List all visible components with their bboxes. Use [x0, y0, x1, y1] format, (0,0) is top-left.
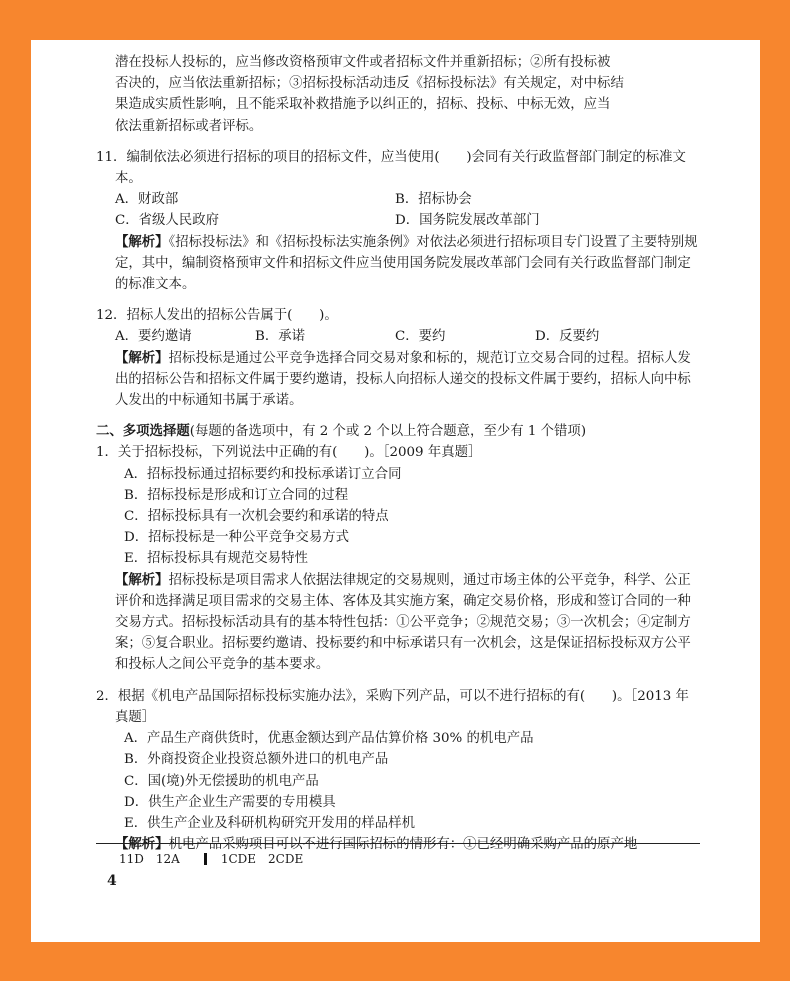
- options-row: [96, 326, 700, 347]
- section-title: 二、多项选择题: [96, 423, 190, 440]
- options-row: [96, 189, 700, 210]
- question-stem: 编制依法必须进行招标的项目的招标文件，应当使用( )会同有关行政监督部门制定的标准文本。: [115, 149, 686, 187]
- answer-key: [119, 852, 315, 866]
- option-b: B．招标投标是形成和订立合同的过程: [124, 487, 349, 503]
- page-number: 4: [107, 873, 117, 889]
- question-number: 12．: [96, 308, 127, 324]
- question-stem: 招标人发出的招标公告属于( )。: [126, 308, 338, 324]
- question-number: 11．: [96, 149, 127, 165]
- question-stem: 根据《机电产品国际招标投标实施办法》，采购下列产品，可以不进行招标的有( )。［2013 年真题］: [115, 688, 689, 725]
- options-row: [96, 210, 700, 231]
- question-number: 1．: [96, 445, 118, 461]
- option-d: D．反要约: [535, 329, 600, 345]
- analysis-tag: 【解析】: [115, 233, 169, 250]
- question-11: [96, 147, 700, 189]
- option-d: D．国务院发展改革部门: [395, 213, 540, 229]
- intro-line: 潜在投标人投标的，应当修改资格预审文件或者招标文件并重新招标；②所有投标被: [115, 55, 611, 70]
- question-m1: [96, 442, 700, 463]
- question-stem: 关于招标投标，下列说法中正确的有( )。［2009 年真题］: [117, 445, 482, 461]
- analysis-text: 《招标投标法》和《招标投标法实施条例》对依法必须进行招标项目专门设置了主要特别规定，其中，编制资格预审文件和招标文件应当使用国务院发展改革部门会同有关行政监督部门制定的标准文本。: [115, 234, 698, 293]
- analysis-tag: 【解析】: [115, 836, 169, 853]
- analysis-tag: 【解析】: [115, 571, 169, 588]
- option-e: E．招标投标具有规范交易特性: [124, 551, 308, 567]
- option-a: A．招标投标通过招标要约和投标承诺订立合同: [124, 466, 402, 482]
- option-a: A．要约邀请: [115, 329, 192, 345]
- answer-single: 12A: [155, 852, 180, 866]
- section-heading: [96, 421, 700, 442]
- question-number: 2．: [96, 688, 118, 704]
- option-c: C．省级人民政府: [115, 213, 219, 229]
- intro-line: 果造成实质性影响，且不能采取补救措施予以纠正的，招标、投标、中标无效，应当: [115, 97, 611, 113]
- analysis-text: 机电产品采购项目可以不进行国际招标的情形有：①已经明确采购产品的原产地: [168, 837, 638, 853]
- analysis-text: 招标投标是通过公平竞争选择合同交易对象和标的，规范订立交易合同的过程。招标人发出的招标公告和招标文件属于要约邀请，投标人向招标人递交的投标文件属于要约，招标人向中标人发出的中标通知书属于承诺。: [115, 350, 691, 409]
- option-a: A．财政部: [115, 192, 179, 208]
- options-list: [96, 464, 700, 570]
- analysis: [96, 232, 700, 296]
- option-c: C．招标投标具有一次机会要约和承诺的特点: [124, 509, 389, 525]
- question-12: [96, 305, 700, 326]
- option-d: D．供生产企业生产需要的专用模具: [124, 794, 336, 810]
- analysis-text: 招标投标是项目需求人依据法律规定的交易规则，通过市场主体的公平竞争，科学、公正评价和选择满足项目需求的交易主体、客体及其实施方案，确定交易价格，形成和签订合同的一种交易方式。招标投标活动具有的基本特性包括：①公平竞争；②规范交易；③一次机会；④定制方案；⑤复合职业。招标要约邀请、投标要约和中标承诺只有一次机会，这是保证招标投标双方公平和投标人之间公平竞争的基本要求。: [115, 572, 691, 673]
- analysis-tag: 【解析】: [115, 349, 169, 366]
- analysis: [96, 570, 700, 676]
- option-b: B．承诺: [255, 329, 306, 345]
- options-list: [96, 728, 700, 834]
- option-c: C．要约: [395, 329, 446, 345]
- answer-single: 11D: [119, 852, 144, 866]
- footer-rule: [96, 843, 700, 844]
- intro-line: 否决的，应当依法重新招标；③招标投标活动违反《招标投标法》有关规定，对中标结: [115, 76, 624, 92]
- analysis: [96, 348, 700, 412]
- option-b: B．招标协会: [395, 192, 472, 208]
- answer-multi: 2CDE: [268, 852, 304, 866]
- option-b: B．外商投资企业投资总额外进口的机电产品: [124, 752, 389, 768]
- page-content: [96, 52, 700, 855]
- section-note: (每题的备选项中，有 2 个或 2 个以上符合题意，至少有 1 个错项): [189, 424, 587, 440]
- question-m2: [96, 686, 700, 728]
- option-a: A．产品生产商供货时，优惠金额达到产品估算价格 30% 的机电产品: [124, 731, 534, 747]
- option-e: E．供生产企业及科研机构研究开发用的样品样机: [124, 815, 415, 831]
- answer-multi: 1CDE: [220, 852, 257, 866]
- intro-line: 依法重新招标或者评标。: [115, 118, 263, 134]
- option-c: C．国(境)外无偿援助的机电产品: [124, 773, 319, 789]
- option-d: D．招标投标是一种公平竞争交易方式: [124, 530, 349, 546]
- answer-separator: [204, 853, 207, 865]
